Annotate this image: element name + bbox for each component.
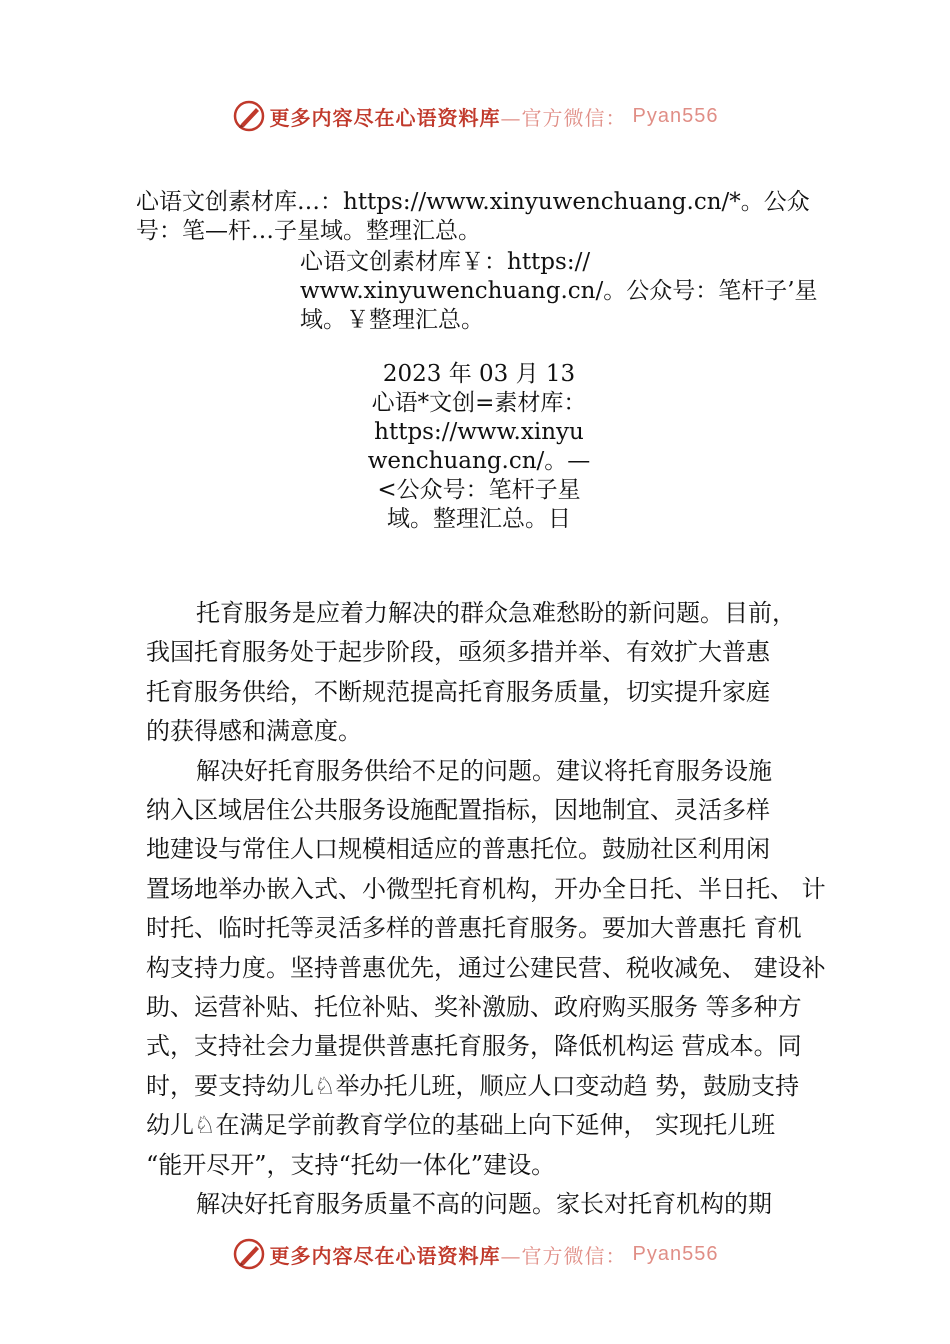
banner-account: Pyan556 [632,1242,719,1265]
date-line: wenchuang.cn/。— [367,448,591,474]
body-line: 纳入区域居住公共服务设施配置指标，因地制宜、灵活多样 [146,796,770,825]
article-body [146,594,846,1225]
body-line: 我国托育服务处于起步阶段，亟须多措并举、有效扩大普惠 [146,638,770,667]
date-line: 2023 年 03 月 13 [382,361,576,387]
body-line: 解决好托育服务质量不高的问题。家长对托育机构的期 [196,1190,772,1219]
indented-line: 心语文创素材库￥：https:// [300,249,591,275]
banner-main-text: 更多内容尽在心语资料库 [269,1243,501,1268]
body-line: 置场地举办嵌入式、小微型托育机构，开办全日托、半日托、 计 [146,874,826,903]
body-line: 时，要支持幼儿♘举办托儿班，顺应人口变动趋 势，鼓励支持 [146,1071,800,1100]
header-banner [0,96,950,136]
header-block [136,188,810,246]
body-line: 构支持力度。坚持普惠优先，通过公建民营、税收减免、 建设补 [146,953,826,982]
date-line: https://www.xinyu [374,419,584,445]
date-line: 域。整理汇总。日 [387,506,571,532]
header-line: 号：笔—杆…子星域。整理汇总。 [136,218,481,244]
date-block [366,360,592,534]
body-line: 托育服务供给，不断规范提高托育服务质量，切实提升家庭 [146,677,770,706]
indented-line: www.xinyuwenchuang.cn/。公众号：笔杆子’星 [300,278,818,304]
indented-block [300,248,818,335]
header-line: 心语文创素材库…：https://www.xinyuwenchuang.cn/*。公众 [136,189,810,215]
body-line: 解决好托育服务供给不足的问题。建议将托育服务设施 [196,756,772,785]
date-line: <公众号：笔杆子星 [377,477,581,503]
banner-dash-text: —官方微信： [500,105,627,130]
body-line: 地建设与常住人口规模相适应的普惠托位。鼓励社区利用闲 [146,835,770,864]
banner-dash-text: —官方微信： [500,1243,627,1268]
body-line: 的获得感和满意度。 [146,717,362,746]
body-line: 托育服务是应着力解决的群众急难愁盼的新问题。目前， [196,599,796,627]
footer-banner [0,1234,950,1274]
body-line: “能开尽开”，支持“托幼一体化”建设。 [146,1150,556,1179]
date-line: 心语*文创=素材库： [371,390,587,416]
body-line: 助、运营补贴、托位补贴、奖补激励、政府购买服务 等多种方 [146,993,802,1022]
banner-account: Pyan556 [632,104,719,127]
body-line: 式，支持社会力量提供普惠托育服务，降低机构运 营成本。同 [146,1032,802,1061]
body-line: 幼儿♘在满足学前教育学位的基础上向下延伸， 实现托儿班 [146,1111,776,1140]
banner-main-text: 更多内容尽在心语资料库 [269,105,501,130]
pen-logo-icon [232,99,266,133]
body-line: 时托、临时托等灵活多样的普惠托育服务。要加大普惠托 育机 [146,914,802,943]
indented-line: 域。￥整理汇总。 [300,307,484,333]
pen-logo-icon [232,1237,266,1271]
